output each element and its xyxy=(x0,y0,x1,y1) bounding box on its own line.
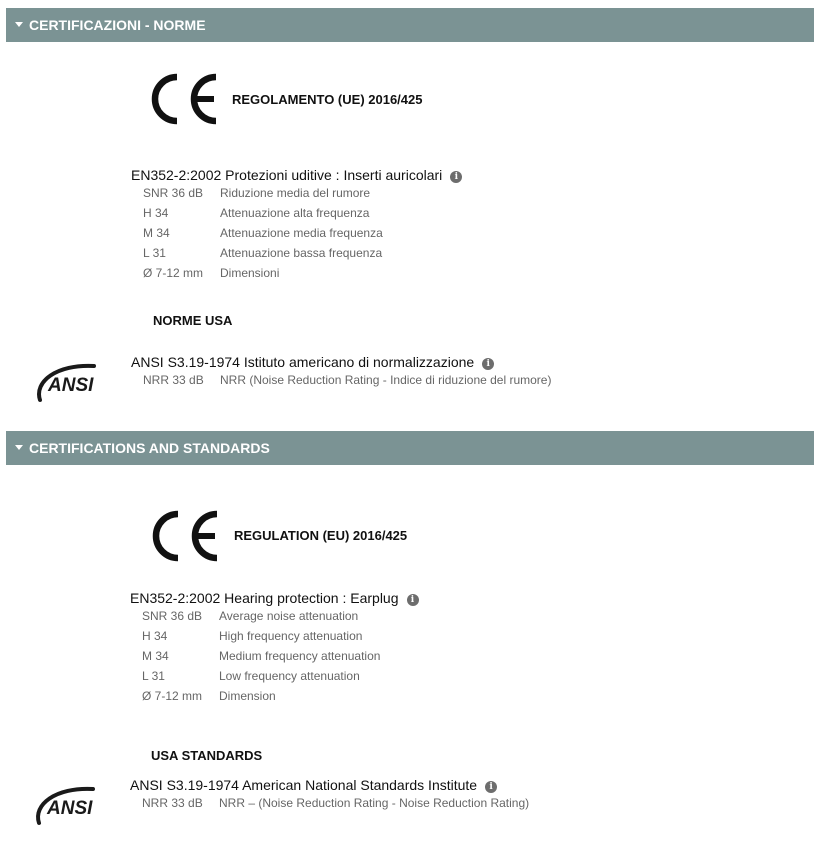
row-value: Riduzione media del rumore xyxy=(220,186,371,200)
row-key: Ø 7-12 mm xyxy=(143,266,204,280)
list-item xyxy=(143,206,383,226)
list-item xyxy=(142,649,380,669)
row-key: SNR 36 dB xyxy=(143,186,204,200)
row-key: L 31 xyxy=(142,669,165,683)
usa-standards-title: USA STANDARDS xyxy=(151,748,263,763)
row-key: H 34 xyxy=(142,629,168,643)
ansi-list xyxy=(143,373,551,393)
ansi-standard-title xyxy=(131,354,494,370)
ansi-list xyxy=(142,796,529,816)
section-header-label: CERTIFICAZIONI - NORME xyxy=(29,17,206,33)
info-icon[interactable]: i xyxy=(407,594,419,606)
list-item xyxy=(143,226,383,246)
row-key: Ø 7-12 mm xyxy=(142,689,203,703)
ansi-standard-title-text: ANSI S3.19-1974 Istituto americano di normalizzazione xyxy=(131,354,475,370)
list-item xyxy=(143,373,551,393)
row-value: Attenuazione bassa frequenza xyxy=(220,246,383,260)
row-value: Average noise attenuation xyxy=(219,609,359,623)
regulation-title: REGOLAMENTO (UE) 2016/425 xyxy=(232,92,423,107)
info-icon[interactable]: i xyxy=(485,781,497,793)
list-item xyxy=(142,629,380,649)
standard-title-text: EN352-2:2002 Protezioni uditive : Inserti auricolari xyxy=(131,167,443,183)
row-key: L 31 xyxy=(143,246,166,260)
list-item xyxy=(142,689,380,709)
info-icon[interactable]: i xyxy=(482,358,494,370)
row-value: Attenuazione media frequenza xyxy=(220,226,383,240)
ce-mark-logo xyxy=(147,507,221,565)
info-icon[interactable]: i xyxy=(450,171,462,183)
list-item xyxy=(143,266,383,286)
ansi-logo xyxy=(31,781,105,831)
list-item xyxy=(142,609,380,629)
row-value: NRR (Noise Reduction Rating - Indice di riduzione del rumore) xyxy=(220,373,552,387)
standard-title xyxy=(130,590,419,606)
attenuation-list xyxy=(142,609,380,709)
svg-text:ANSI: ANSI xyxy=(48,375,94,396)
attenuation-list xyxy=(143,186,383,286)
standard-title-text: EN352-2:2002 Hearing protection : Earplug xyxy=(130,590,399,606)
row-value: Attenuazione alta frequenza xyxy=(220,206,370,220)
row-key: M 34 xyxy=(142,649,169,663)
list-item xyxy=(142,669,380,689)
ansi-logo xyxy=(32,358,106,408)
row-value: Dimension xyxy=(219,689,276,703)
standard-title xyxy=(131,167,462,183)
regulation-title: REGULATION (EU) 2016/425 xyxy=(234,528,408,543)
usa-standards-title: NORME USA xyxy=(153,313,233,328)
row-value: Low frequency attenuation xyxy=(219,669,360,683)
row-key: H 34 xyxy=(143,206,169,220)
row-key: SNR 36 dB xyxy=(142,609,203,623)
list-item xyxy=(143,186,383,206)
ansi-standard-title xyxy=(130,777,497,793)
svg-text:ANSI: ANSI xyxy=(47,798,93,819)
ce-mark-logo xyxy=(146,70,220,128)
caret-down-icon xyxy=(15,445,23,450)
row-value: High frequency attenuation xyxy=(219,629,363,643)
caret-down-icon xyxy=(15,22,23,27)
list-item xyxy=(143,246,383,266)
row-key: M 34 xyxy=(143,226,170,240)
row-value: Dimensioni xyxy=(220,266,280,280)
ansi-standard-title-text: ANSI S3.19-1974 American National Standards Institute xyxy=(130,777,478,793)
section-header-english[interactable] xyxy=(6,431,814,465)
row-key: NRR 33 dB xyxy=(142,796,203,810)
row-value: Medium frequency attenuation xyxy=(219,649,381,663)
list-item xyxy=(142,796,529,816)
section-header-label: CERTIFICATIONS AND STANDARDS xyxy=(29,440,270,456)
row-key: NRR 33 dB xyxy=(143,373,204,387)
section-header-italian[interactable] xyxy=(6,8,814,42)
row-value: NRR – (Noise Reduction Rating - Noise Reduction Rating) xyxy=(219,796,530,810)
